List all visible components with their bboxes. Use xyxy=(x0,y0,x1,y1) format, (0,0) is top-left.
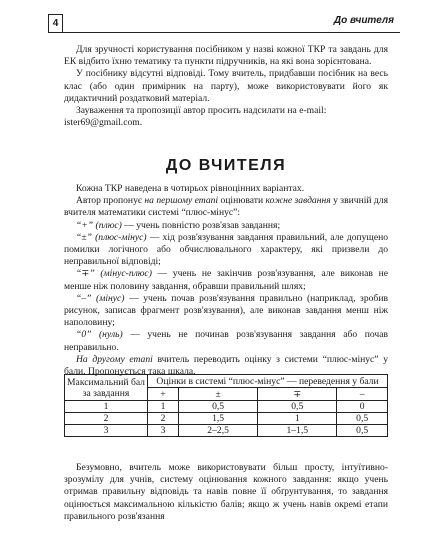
table-row xyxy=(65,413,388,425)
rule-minus: “–” (мінус) — учень почав розв'язування правильно (наприклад, зробив рисунок, записав фрагмент розв'язування), але виконав завдання менш ніж наполовину; xyxy=(64,292,388,329)
intro-paragraph-1: Для зручності користування посібником у назві кожної ТКР та завдань для ЕК відбито їхню тематику та пункти підручників, на які вона зорієнтована. xyxy=(64,44,388,68)
table-cell: 1,5 xyxy=(179,413,258,425)
closing-paragraph: Безумовно, вчитель може використовувати більш просту, інтуїтивно-зрозумілу для учнів, систему оцінювання кожного завдання: якщо учень отримав правильну відповідь та навів повне її обґрунтування, то завдання оцінюється максимальною кількістю балів; якщо ж учень навів окремі етапи правильного розв'язання xyxy=(64,462,388,522)
table-cell: 1–1,5 xyxy=(258,425,337,437)
rule-zero: “0” (нуль) — учень не починав розв'язування завдання або почав неправильно. xyxy=(64,329,388,353)
table-cell: 3 xyxy=(148,425,179,437)
table-cell: 0,5 xyxy=(337,425,388,437)
author-email: ister69@gmail.com. xyxy=(64,117,143,129)
sub-header-minus-plus: ∓ xyxy=(258,388,337,401)
rule-minus-plus: “∓” (мінус-плюс) — учень не закінчив розв'язування, але виконав не менше ніж половину завдання, обравши правильний шлях; xyxy=(64,268,388,292)
closing-section xyxy=(64,462,388,523)
table-cell: 0 xyxy=(337,401,388,413)
variants-paragraph: Кожна ТКР наведена в чотирьох рівноцінних варіантах. xyxy=(76,183,305,194)
scoring-table xyxy=(64,374,388,437)
intro-paragraph-3: Зауваження та пропозиції автор просить надсилати на e-mail: xyxy=(76,105,327,117)
header-section-title: До вчителя xyxy=(333,15,394,26)
table-cell: 0,5 xyxy=(258,401,337,413)
grading-system-header: Оцінки в системі “плюс-мінус” — переведення у бали xyxy=(148,375,388,388)
intro-paragraph-2: У посібнику відсутні відповіді. Тому вчитель, придбавши посібник на весь клас (або один примірник на парту), може використовувати його як дидактичний роздатковий матеріал. xyxy=(64,68,388,104)
sub-header-minus: – xyxy=(337,388,388,401)
grading-section xyxy=(64,183,388,378)
table-cell: 3 xyxy=(65,425,148,437)
table-row xyxy=(65,401,388,413)
second-stage-paragraph: На другому етапі вчитель переводить оцінку з системи “плюс-мінус” у бали. Пропонується така шкала. xyxy=(64,353,388,378)
rule-plus: “+” (плюс) — учень повністю розв'язав завдання; xyxy=(76,219,281,231)
running-header xyxy=(48,14,400,32)
table-cell: 0,5 xyxy=(179,401,258,413)
sub-header-plus-minus: ± xyxy=(179,388,258,401)
page-number: 4 xyxy=(48,14,63,33)
intro-section xyxy=(64,44,388,129)
table-cell: 1 xyxy=(65,401,148,413)
section-title: ДО ВЧИТЕЛЯ xyxy=(165,157,287,174)
rule-plus-minus: “±” (плюс-мінус) — хід розв'язування завдання правильний, але допущено помилки логічного або обчислювального характеру, які призвели до неправильної відповіді; xyxy=(64,231,389,268)
sub-header-plus: + xyxy=(148,388,179,401)
header-rule xyxy=(48,32,400,33)
max-score-header: Максимальний бал за завдання xyxy=(65,375,148,401)
table-cell: 0,5 xyxy=(337,413,388,425)
table-cell: 2–2,5 xyxy=(179,425,258,437)
table-cell: 2 xyxy=(65,413,148,425)
table-cell: 1 xyxy=(258,413,337,425)
first-stage-paragraph: Автор пропонує на першому етапі оцінювати кожне завдання у звичній для вчителя математики системі “плюс-мінус”: xyxy=(64,195,388,219)
table-cell: 1 xyxy=(148,401,179,413)
table-row xyxy=(65,425,388,437)
table-cell: 2 xyxy=(148,413,179,425)
